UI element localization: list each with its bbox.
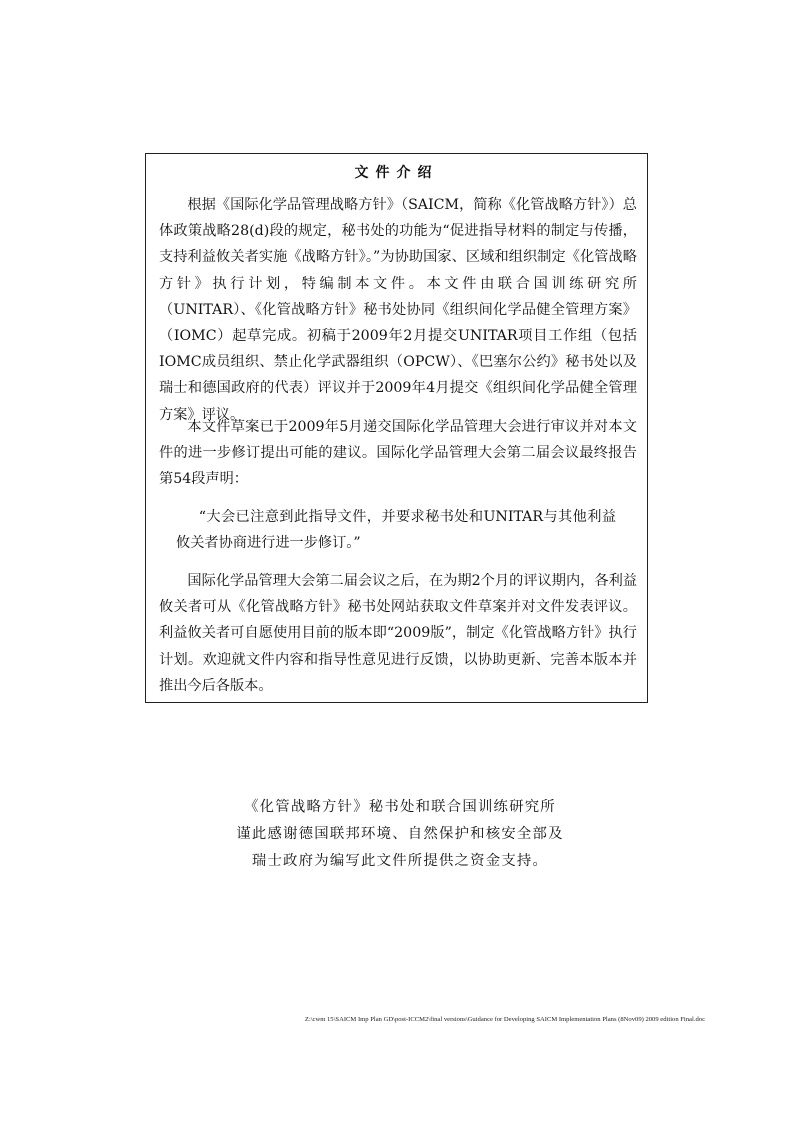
footer-file-path: Z:\cwm 15\SAICM Imp Plan GD\post-ICCM2\final versions\Guidance for Developing SAICM Implementation Plans (8Nov09) 2009 edition Final.doc xyxy=(304,1016,705,1023)
intro-quote: “大会已注意到此指导文件，并要求秘书处和UNITAR与其他利益攸关者协商进行进一步修订。” xyxy=(176,509,616,552)
box-title: 文件介绍 xyxy=(354,165,439,181)
acknowledgement-line-3: 瑞士政府为编写此文件所提供之资金支持。 xyxy=(251,853,549,869)
intro-paragraph-3: 国际化学品管理大会第二届会议之后，在为期2个月的评议期内，各利益攸关者可从《化管战略方针》秘书处网站获取文件草案并对文件发表评议。利益攸关者可自愿使用目前的版本即“2009版”，制定《化管战略方针》执行计划。欢迎就文件内容和指导性意见进行反馈，以协助更新、完善本版本并推出今后各版本。 xyxy=(159,573,637,694)
intro-paragraph-1: 根据《国际化学品管理战略方针》（SAICM，简称《化管战略方针》）总体政策战略28(d)段的规定，秘书处的功能为“促进指导材料的制定与传播，支持利益攸关者实施《战略方针》。”为协助国家、区域和组织制定《化管战略方针》执行计划，特编制本文件。本文件由联合国训练研究所（UNITAR）、《化管战略方针》秘书处协同《组织间化学品健全管理方案》（IOMC）起草完成。初稿于2009年2月提交UNITAR项目工作组（包括IOMC成员组织、禁止化学武器组织（OPCW）、《巴塞尔公约》秘书处以及瑞士和德国政府的代表）评议并于2009年4月提交《组织间化学品健全管理方案》评议。 xyxy=(159,197,637,423)
document-introduction-box xyxy=(145,153,648,703)
intro-paragraph-2: 本文件草案已于2009年5月递交国际化学品管理大会进行审议并对本文件的进一步修订提出可能的建议。国际化学品管理大会第二届会议最终报告第54段声明： xyxy=(159,419,637,488)
acknowledgement-line-2: 谨此感谢德国联邦环境、自然保护和核安全部及 xyxy=(236,826,564,842)
acknowledgement-line-1: 《化管战略方针》秘书处和联合国训练研究所 xyxy=(244,799,556,815)
